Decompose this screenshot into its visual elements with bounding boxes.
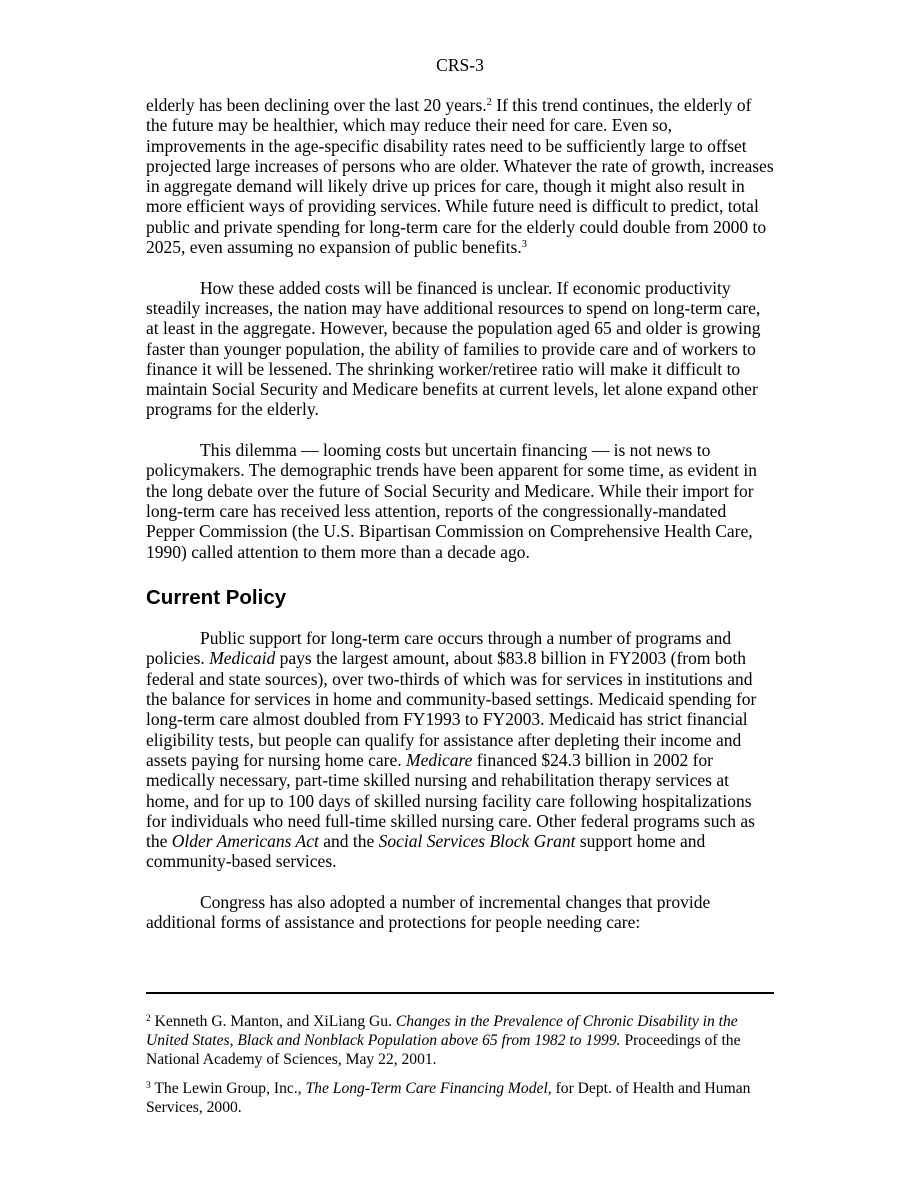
program-name-social-services-block-grant: Social Services Block Grant [378,831,576,852]
paragraph-text: and the [318,831,379,852]
paragraph-financing: How these added costs will be financed is unclear. If economic productivity steadily increases, the nation may have additional resources to spend on long-term care, at least in the aggregate. However, because the population aged 65 and older is growing faster than younger population, the ability of families to provide care and of workers to finance it will be lessened. The shrinking worker/retiree ratio will make it difficult to maintain Social Security and Medicare benefits at current levels, let alone expand other programs for the elderly. [146,277,761,420]
paragraph-incremental-changes: Congress has also adopted a number of incremental changes that provide additional forms of assistance and protections for people needing care: [146,891,711,933]
footnotes [146,1012,774,1127]
footnote-2 [146,1012,774,1069]
body-text [146,95,774,933]
program-name-medicare: Medicare [406,749,473,770]
paragraph-text: pays the largest amount, about $83.8 billion in FY2003 (from both federal and state sources), over two-thirds of which was for services in institutions and the balance for services in home and community-based settings. Medicaid spending for long-term care almost doubled from FY1993 to FY2003. Medicaid has strict financial eligibility tests, but people can qualify for assistance after depleting their income and assets paying for nursing home care. [146,648,757,770]
program-name-older-americans-act: Older Americans Act [171,831,319,852]
footnote-authors: Kenneth G. Manton, and XiLiang Gu. [150,1013,396,1030]
footnote-authors: The Lewin Group, Inc., [150,1080,306,1097]
paragraph-disability-trend [146,95,774,257]
paragraph-text: If this trend continues, the elderly of the future may be healthier, which may reduce their need for care. Even so, improvements in the age-specific disability rates need to be sufficiently large to offset projected large increases of persons who are older. Whatever the rate of growth, increases in aggregate demand will likely drive up prices for care, though it might also result in more efficient ways of providing services. While future need is difficult to predict, total public and private spending for long-term care for the elderly could double from 2000 to 2025, even assuming no expansion of public benefits. [146,95,774,258]
footnote-ref-2[interactable]: 2 [486,97,492,108]
footnote-3 [146,1079,774,1117]
footnote-source: Proceedings of the National Academy of Sciences, May 22, 2001. [146,1032,741,1068]
paragraph-text: financed $24.3 billion in 2002 for medically necessary, part-time skilled nursing and rehabilitation therapy services at home, and for up to 100 days of skilled nursing facility care following hospitalizations for individuals who need full-time skilled nursing care. Other federal programs such as the [146,749,755,852]
footnote-title: The Long-Term Care Financing Model [305,1080,548,1097]
page-number-header: CRS-3 [436,55,484,75]
section-heading-current-policy: Current Policy [146,586,287,610]
footnote-ref-3[interactable]: 3 [521,239,527,251]
paragraph-text: support home and community-based services. [146,831,706,872]
footnote-marker: 3 [146,1081,151,1091]
paragraph-dilemma: This dilemma — looming costs but uncertain financing — is not news to policymakers. The demographic trends have been apparent for some time, as evident in the long debate over the future of Social Security and Medicare. While their import for long-term care has received less attention, reports of the congressionally-mandated Pepper Commission (the U.S. Bipartisan Commission on Comprehensive Health Care, 1990) called attention to them more than a decade ago. [146,440,757,562]
paragraph-text: Public support for long-term care occurs through a number of programs and policies. [146,628,732,669]
footnote-source: , for Dept. of Health and Human Services, 2000. [146,1080,751,1116]
footnote-title: Changes in the Prevalence of Chronic Disability in the United States, Black and Nonblack Population above 65 from 1982 to 1999. [146,1013,738,1049]
program-name-medicaid: Medicaid [209,648,276,669]
footnote-marker: 2 [146,1014,151,1024]
paragraph-text: elderly has been declining over the last 20 years. [146,95,487,115]
footnote-divider [146,992,774,994]
paragraph-public-support [146,628,774,872]
